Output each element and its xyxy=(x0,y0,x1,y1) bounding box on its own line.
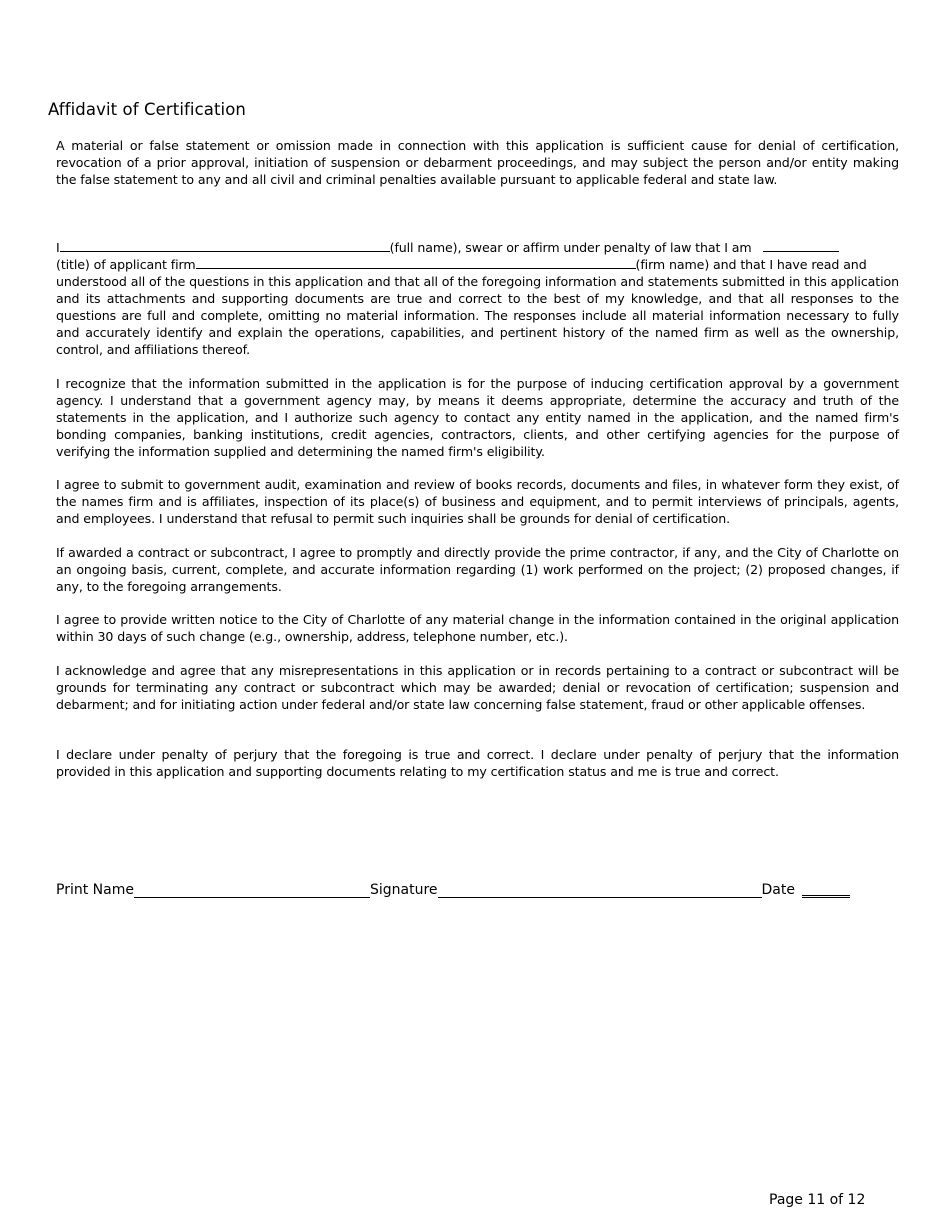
print-name-field[interactable] xyxy=(134,881,370,898)
intro-paragraph: A material or false statement or omission made in connection with this application is sufficient cause for denial of certification, revocation of a prior approval, initiation of suspension or debarment proceedings, and may subject the person and/or entity making the false statement to any and all civil and criminal penalties available pursuant to applicable federal and state law. xyxy=(56,138,899,187)
oath-line-1 xyxy=(56,239,899,256)
page-number: Page 11 of 12 xyxy=(769,1192,866,1208)
signature-field[interactable] xyxy=(438,881,762,898)
oath-body: understood all of the questions in this application and that all of the foregoing information and statements submitted in this application and its attachments and supporting documents are true and correct to the best of my knowledge, and that all responses to the questions are full and complete, omitting no material information. The responses include all material information necessary to fully and accurately identify and explain the operations, capabilities, and pertinent history of the named firm as well as the ownership, control, and affiliations thereof. xyxy=(56,274,899,357)
title-field[interactable] xyxy=(763,239,839,252)
firm-name-field[interactable] xyxy=(196,256,636,269)
date-label: Date xyxy=(761,882,795,898)
date-field[interactable] xyxy=(802,881,850,898)
recognition-paragraph: I recognize that the information submitted in the application is for the purpose of inducing certification approval by a government agency. I understand that a government agency may, by means it deems appropriate, determine the accuracy and truth of the statements in the application, and I authorize such agency to contact any entity named in the application, and the named firm's bonding companies, banking institutions, credit agencies, contractors, clients, and other certifying agencies for the purpose of verifying the information supplied and determining the named firm's eligibility. xyxy=(56,376,899,459)
oath-line-2 xyxy=(56,256,899,273)
oath-prefix: I xyxy=(56,240,60,255)
oath-paragraph xyxy=(56,239,899,358)
signature-label: Signature xyxy=(369,882,438,898)
full-name-label: (full name), swear or affirm under penalty of law that I am xyxy=(389,240,752,255)
title-label: (title) of applicant firm xyxy=(56,257,196,272)
full-name-field[interactable] xyxy=(60,239,390,252)
perjury-paragraph: I declare under penalty of perjury that the foregoing is true and correct. I declare under penalty of perjury that the information provided in this application and supporting documents relating to my certification status and me is true and correct. xyxy=(56,747,899,779)
signature-row xyxy=(56,881,850,898)
firm-name-label: (firm name) and that I have read and xyxy=(635,257,867,272)
notice-paragraph: I agree to provide written notice to the City of Charlotte of any material change in the information contained in the original application within 30 days of such change (e.g., ownership, address, telephone number, etc.). xyxy=(56,612,899,644)
print-name-label: Print Name xyxy=(56,882,134,898)
page-title: Affidavit of Certification xyxy=(48,100,246,119)
contract-paragraph: If awarded a contract or subcontract, I agree to promptly and directly provide the prime contractor, if any, and the City of Charlotte on an ongoing basis, current, complete, and accurate information regarding (1) work performed on the project; (2) proposed changes, if any, to the foregoing arrangements. xyxy=(56,545,899,594)
audit-paragraph: I agree to submit to government audit, examination and review of books records, documents and files, in whatever form they exist, of the names firm and is affiliates, inspection of its place(s) of business and equipment, and to permit interviews of principals, agents, and employees. I understand that refusal to permit such inquiries shall be grounds for denial of certification. xyxy=(56,477,899,526)
misrepresentation-paragraph: I acknowledge and agree that any misrepresentations in this application or in records pertaining to a contract or subcontract will be grounds for terminating any contract or subcontract which may be awarded; denial or revocation of certification; suspension and debarment; and for initiating action under federal and/or state law concerning false statement, fraud or other applicable offenses. xyxy=(56,663,899,712)
